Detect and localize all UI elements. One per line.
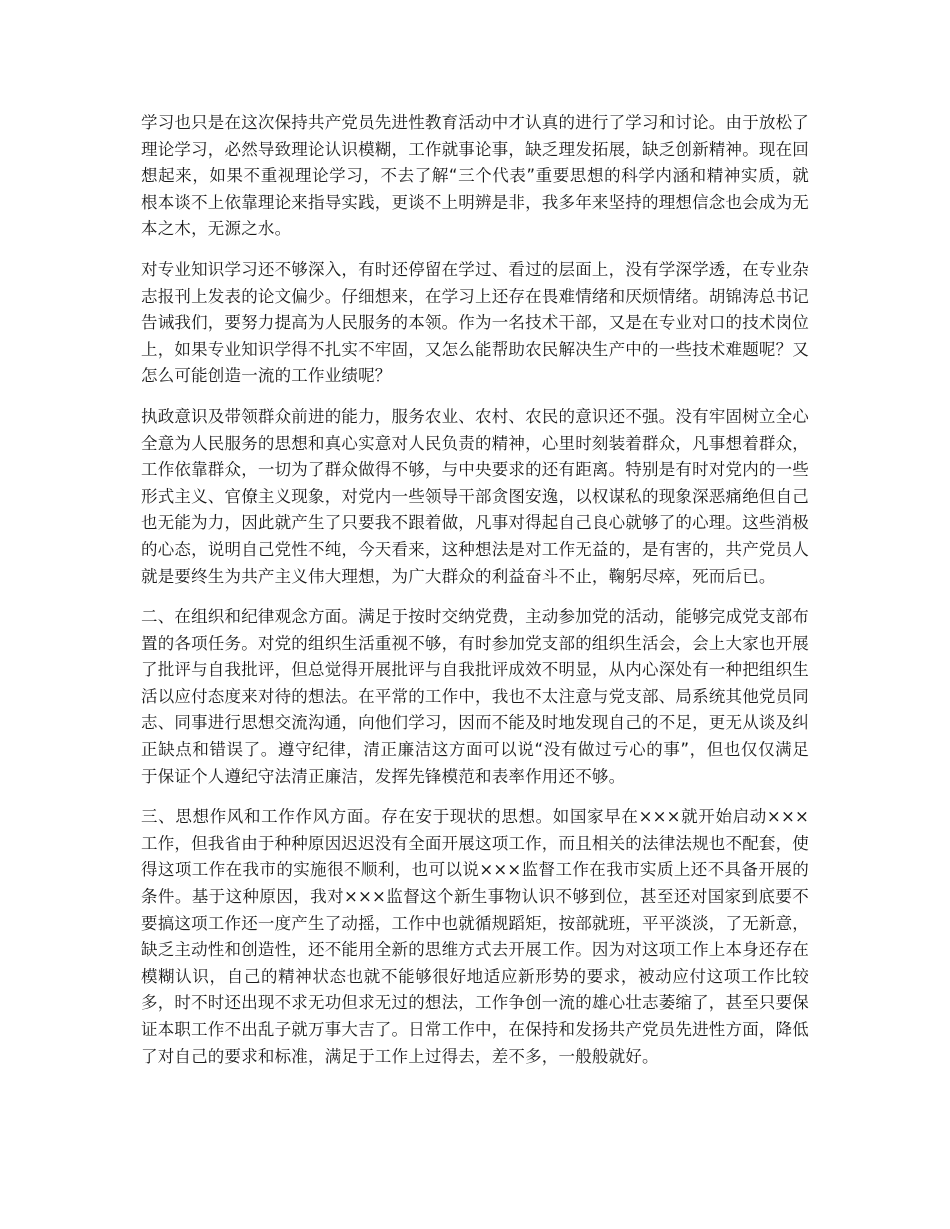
- paragraph-work-style: 三、思想作风和工作作风方面。存在安于现状的思想。如国家早在×××就开始启动×××工作，但我省由于种种原因迟迟没有全面开展这项工作，而且相关的法律法规也不配套，使得这项工作在我市的实施很不顺利，也可以说×××监督工作在我市实质上还不具备开展的条件。基于这种原因，我对×××监督这个新生事物认识不够到位，甚至还对国家到底要不要搞这项工作还一度产生了动摇，工作中也就循规蹈矩，按部就班，平平淡淡，了无新意，缺乏主动性和创造性，还不能用全新的思维方式去开展工作。因为对这项工作上本身还存在模糊认识，自己的精神状态也就不能够很好地适应新形势的要求，被动应付这项工作比较多，时不时还出现不求无功但求无过的想法，工作争创一流的雄心壮志萎缩了，甚至只要保证本职工作不出乱子就万事大吉了。日常工作中，在保持和发扬共产党员先进性方面，降低了对自己的要求和标准，满足于工作上过得去，差不多，一般般就好。: [141, 807, 809, 1066]
- document-body: [141, 110, 809, 1084]
- paragraph-theory-study: 学习也只是在这次保持共产党员先进性教育活动中才认真的进行了学习和讨论。由于放松了理论学习，必然导致理论认识模糊，工作就事论事，缺乏理发拓展，缺乏创新精神。现在回想起来，如果不重视理论学习，不去了解“三个代表”重要思想的科学内涵和精神实质，就根本谈不上依靠理论来指导实践，更谈不上明辨是非，我多年来坚持的理想信念也会成为无本之木，无源之水。: [141, 113, 809, 239]
- paragraph-professional-knowledge: 对专业知识学习还不够深入，有时还停留在学过、看过的层面上，没有学深学透，在专业杂志报刊上发表的论文偏少。仔细想来，在学习上还存在畏难情绪和厌烦情绪。胡锦涛总书记告诫我们，要努力提高为人民服务的本领。作为一名技术干部，又是在专业对口的技术岗位上，如果专业知识学得不扎实不牢固，又怎么能帮助农民解决生产中的一些技术难题呢？又怎么可能创造一流的工作业绩呢？: [141, 259, 809, 386]
- paragraph-governing-awareness: 执政意识及带领群众前进的能力，服务农业、农村、农民的意识还不强。没有牢固树立全心全意为人民服务的思想和真心实意对人民负责的精神，心里时刻装着群众，凡事想着群众，工作依靠群众，一切为了群众做得不够，与中央要求的还有距离。特别是有时对党内的一些形式主义、官僚主义现象，对党内一些领导干部贪图安逸，以权谋私的现象深恶痛绝但自己也无能为力，因此就产生了只要我不跟着做，凡事对得起自己良心就够了的心理。这些消极的心态，说明自己党性不纯，今天看来，这种想法是对工作无益的，是有害的，共产党员人就是要终生为共产主义伟大理想，为广大群众的利益奋斗不止，鞠躬尽瘁，死而后已。: [141, 406, 809, 586]
- paragraph-organization-discipline: 二、在组织和纪律观念方面。满足于按时交纳党费，主动参加党的活动，能够完成党支部布置的各项任务。对党的组织生活重视不够，有时参加党支部的组织生活会，会上大家也开展了批评与自我批评，但总觉得开展批评与自我批评成效不明显，从内心深处有一种把组织生活以应付态度来对待的想法。在平常的工作中，我也不太注意与党支部、局系统其他党员同志、同事进行思想交流沟通，向他们学习，因而不能及时地发现自己的不足，更无从谈及纠正缺点和错误了。遵守纪律，清正廉洁这方面可以说“没有做过亏心的事”，但也仅仅满足于保证个人遵纪守法清正廉洁，发挥先锋模范和表率作用还不够。: [141, 607, 809, 786]
